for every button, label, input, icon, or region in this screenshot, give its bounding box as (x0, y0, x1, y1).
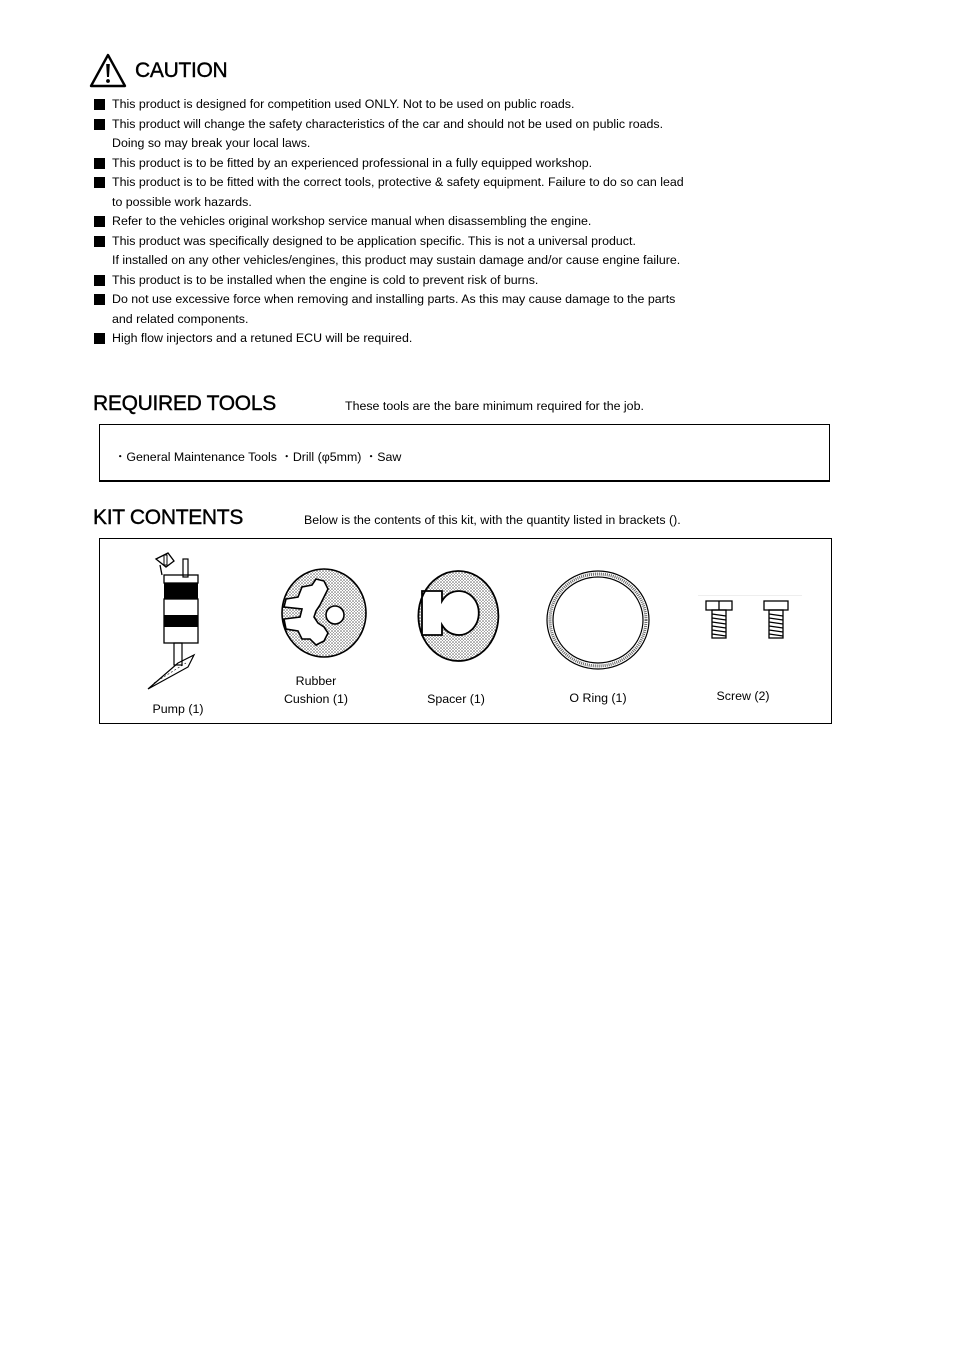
kit-label-rubber-cushion-line-1: Rubber (295, 674, 337, 688)
screw-icon (698, 595, 802, 645)
square-bullet-icon (94, 333, 105, 344)
kit-label-screw: Screw (2) (716, 689, 770, 703)
caution-item-text: This product is to be installed when the engine is cold to prevent risk of burns. (112, 272, 539, 287)
kit-contents-note: Below is the contents of this kit, with the quantity listed in brackets (). (304, 513, 681, 527)
caution-item-text: to possible work hazards. (112, 194, 252, 209)
caution-header (89, 52, 227, 90)
caution-item-text: This product was specifically designed to be application specific. This is not a universal product. (112, 233, 636, 248)
caution-item-text: Doing so may break your local laws. (112, 136, 311, 150)
square-bullet-icon (94, 177, 105, 188)
square-bullet-icon (94, 119, 105, 130)
warning-triangle-icon (89, 53, 127, 89)
required-tools-list: ・General Maintenance Tools ・Drill (φ5mm) ・Saw (114, 450, 402, 464)
kit-item-pump (138, 551, 202, 698)
square-bullet-icon (94, 294, 105, 305)
caution-item-text: This product will change the safety characteristics of the car and should not be used on public roads. (112, 116, 664, 131)
kit-label-rubber-cushion-line-2: Cushion (1) (283, 692, 349, 706)
kit-label-rubber-cushion (266, 672, 366, 708)
required-tools-note: These tools are the bare minimum required for the job. (345, 399, 644, 413)
rubber-cushion-icon (280, 567, 368, 663)
kit-label-o-ring: O Ring (1) (569, 691, 627, 705)
required-tools-box (99, 424, 830, 481)
required-tools-title: REQUIRED TOOLS (93, 392, 276, 415)
caution-title: CAUTION (135, 59, 228, 82)
kit-item-screw (698, 595, 802, 650)
kit-item-rubber-cushion (280, 567, 368, 668)
spacer-icon (416, 569, 502, 663)
caution-item (94, 329, 794, 349)
caution-item (94, 173, 794, 212)
caution-item (94, 232, 794, 271)
kit-contents-title: KIT CONTENTS (93, 506, 244, 529)
caution-item (94, 271, 794, 291)
caution-item (94, 212, 794, 232)
caution-item (94, 154, 794, 174)
kit-item-o-ring (545, 569, 655, 676)
fuel-pump-icon (138, 551, 202, 693)
caution-item-text: and related components. (112, 311, 249, 326)
kit-item-spacer (416, 569, 502, 668)
caution-item-text: This product is to be fitted with the correct tools, protective & safety equipment. Failure to do so can lead (112, 175, 684, 189)
caution-item-text: High flow injectors and a retuned ECU will be required. (112, 331, 413, 345)
square-bullet-icon (94, 158, 105, 169)
o-ring-icon (545, 569, 655, 671)
caution-item-text: This product is to be fitted by an experienced professional in a fully equipped workshop. (112, 155, 593, 170)
caution-item (94, 290, 794, 329)
caution-item-text: Do not use excessive force when removing and installing parts. As this may cause damage to the parts (112, 292, 676, 306)
caution-item (94, 95, 794, 115)
kit-contents-box (99, 538, 832, 724)
caution-item-text: Refer to the vehicles original workshop service manual when disassembling the engine. (112, 214, 592, 228)
square-bullet-icon (94, 236, 105, 247)
caution-list (94, 95, 794, 349)
caution-item-text: If installed on any other vehicles/engines, this product may sustain damage and/or cause engine failure. (112, 253, 681, 267)
caution-item (94, 115, 794, 154)
square-bullet-icon (94, 216, 105, 227)
kit-label-spacer: Spacer (1) (427, 692, 485, 706)
kit-label-pump: Pump (1) (152, 702, 204, 716)
square-bullet-icon (94, 99, 105, 110)
caution-item-text: This product is designed for competition used ONLY. Not to be used on public roads. (112, 97, 575, 111)
square-bullet-icon (94, 275, 105, 286)
